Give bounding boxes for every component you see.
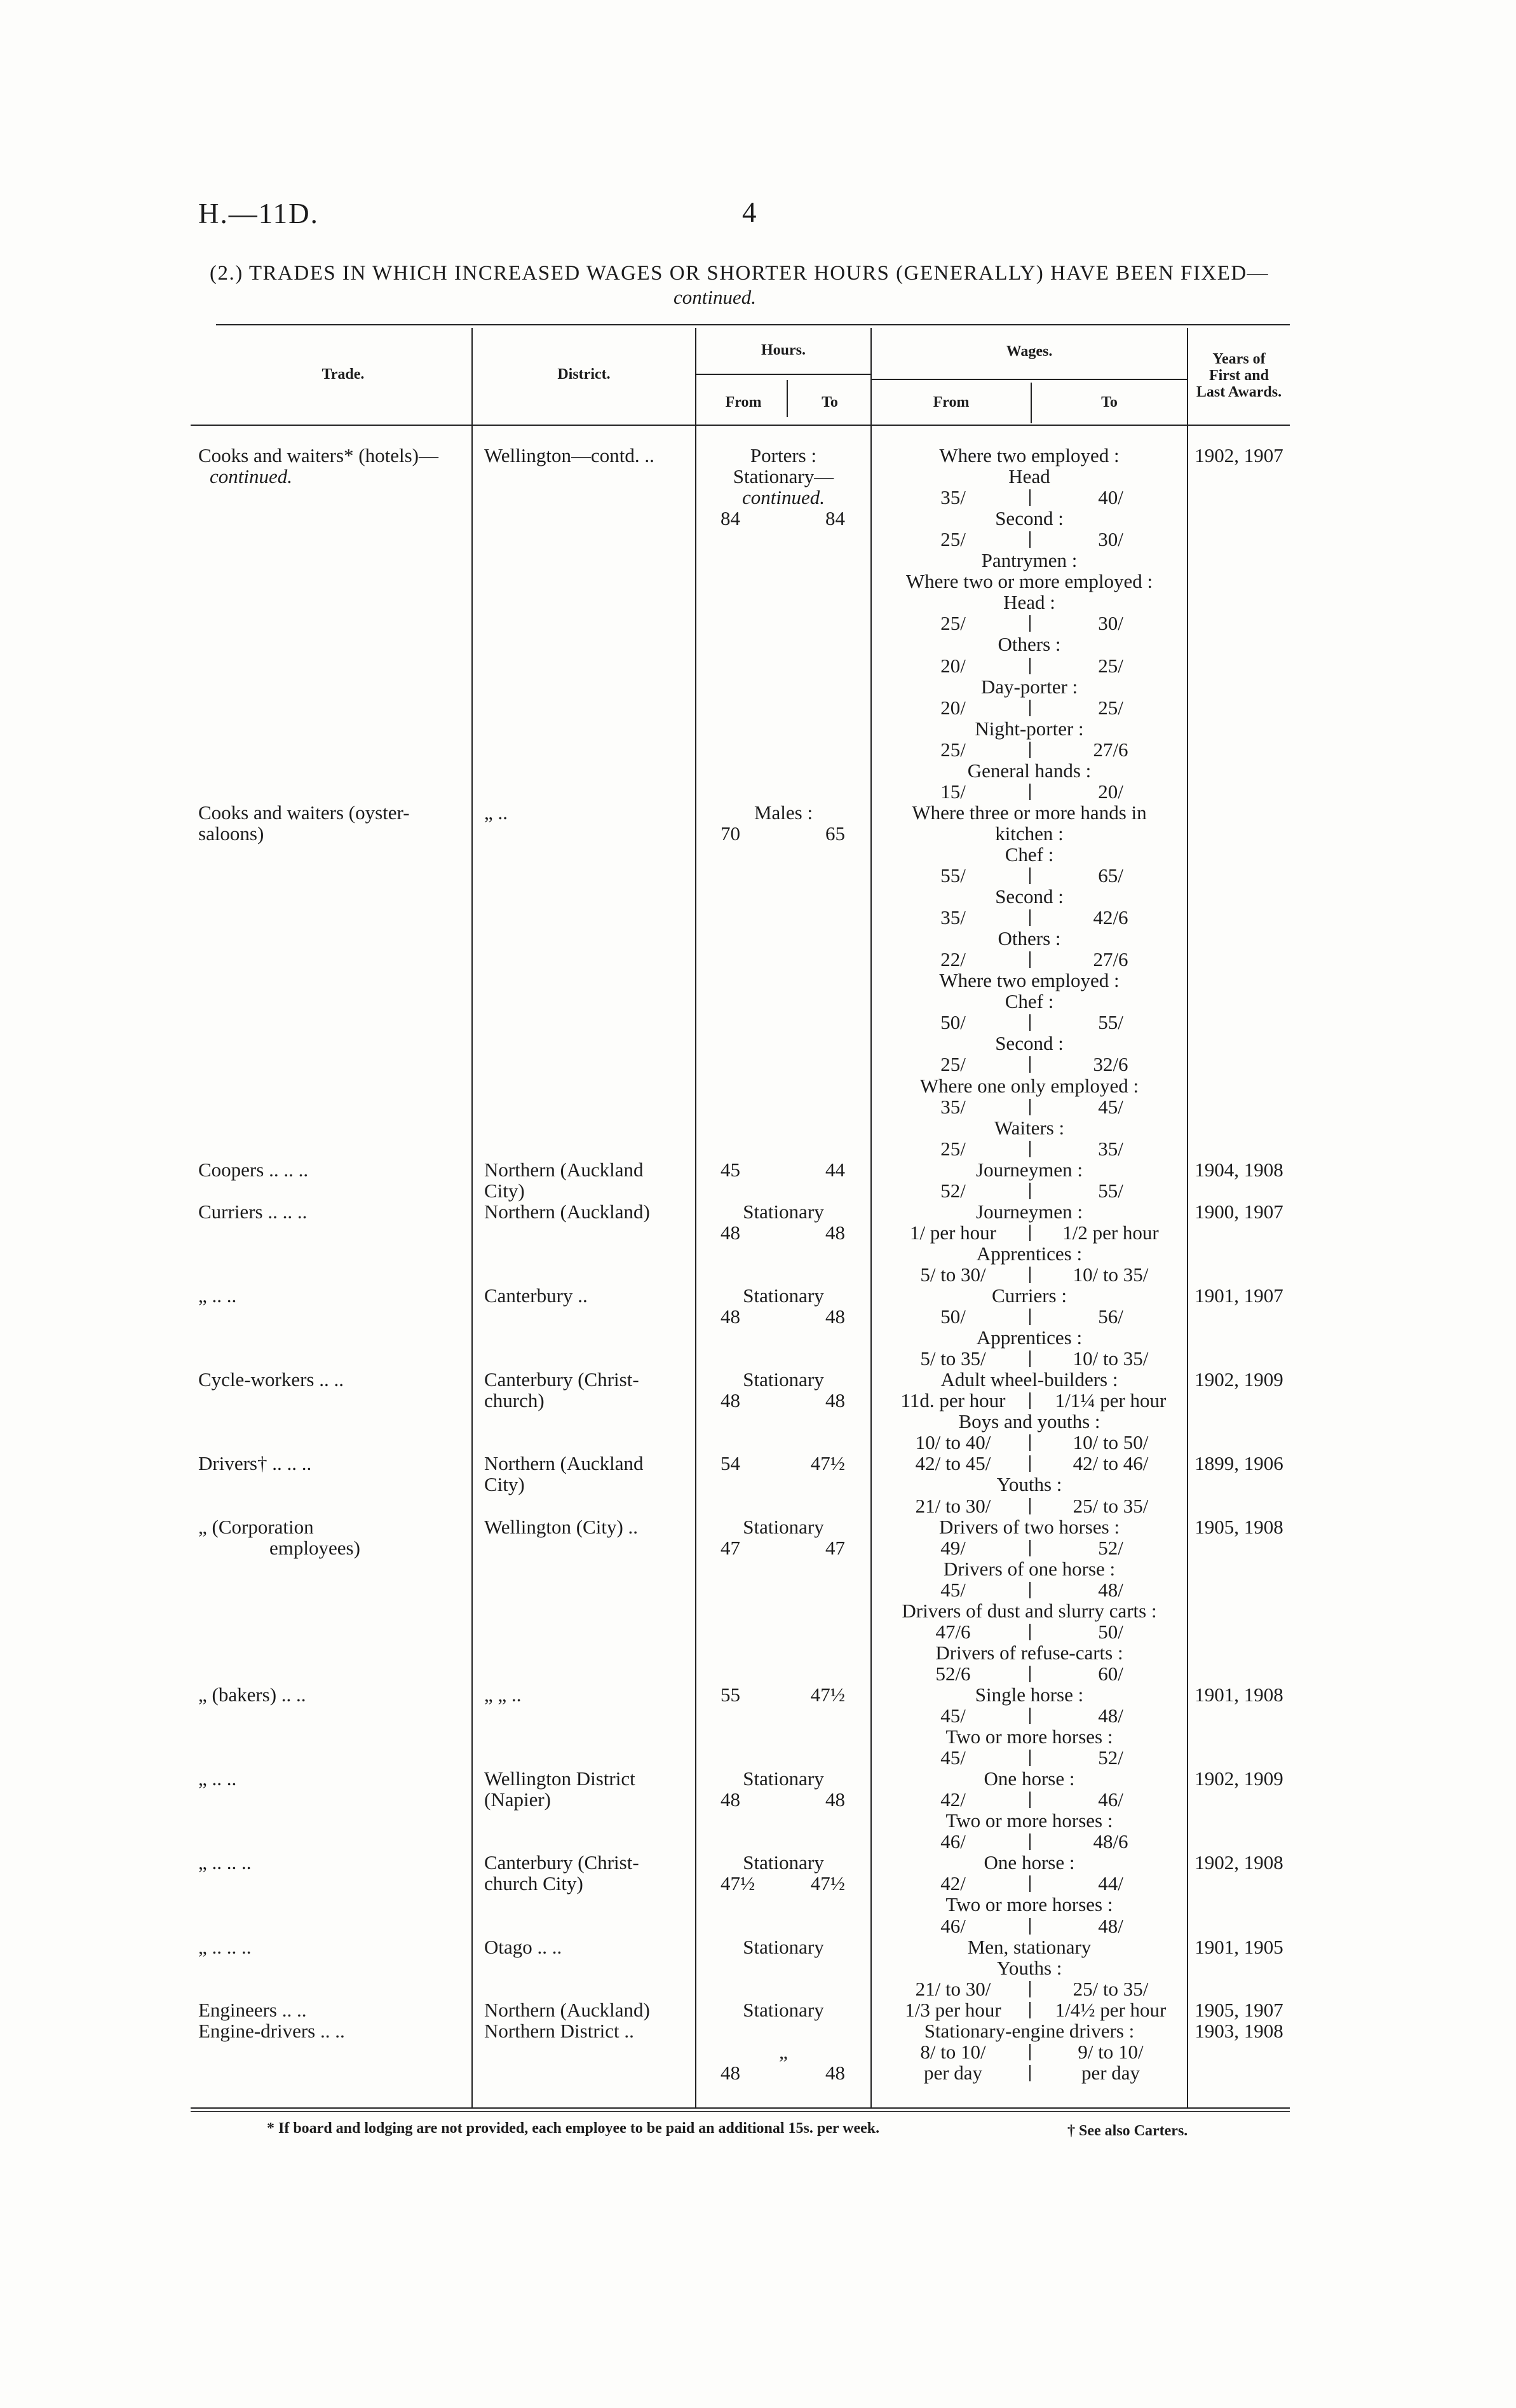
- hours-label: Stationary: [743, 1936, 824, 1958]
- years-cell: 1901, 1908: [1195, 1684, 1283, 1706]
- wages-divider: [1029, 1014, 1031, 1031]
- hours-to-cell: 48: [825, 1389, 845, 1411]
- wages-to-cell: 32/6: [1093, 1053, 1128, 1075]
- wages-label: kitchen :: [995, 822, 1064, 845]
- wages-label: Single horse :: [975, 1684, 1084, 1706]
- trade-cell: Curriers .. .. ..: [198, 1201, 308, 1223]
- wages-from-cell: 46/: [940, 1830, 966, 1853]
- wages-label: Where three or more hands in: [912, 801, 1147, 824]
- hours-label: continued.: [742, 486, 825, 508]
- wages-from-cell: 35/: [940, 1096, 966, 1118]
- wages-from-cell: 15/: [940, 780, 966, 803]
- wages-label: Chef :: [1005, 990, 1054, 1012]
- wages-from-cell: 50/: [940, 1011, 966, 1033]
- hours-label: „: [779, 2041, 788, 2063]
- years-cell: 1902, 1909: [1195, 1368, 1283, 1391]
- wages-label: Apprentices :: [976, 1326, 1083, 1349]
- wages-label: Where two employed :: [939, 444, 1120, 466]
- trade-cell: „ (bakers) .. ..: [198, 1684, 306, 1706]
- hours-label: Stationary: [743, 1999, 824, 2021]
- years-cell: 1902, 1908: [1195, 1851, 1283, 1874]
- wages-divider: [1029, 1498, 1031, 1514]
- wages-to-cell: 1/1¼ per hour: [1055, 1389, 1167, 1411]
- wages-from-cell: 8/ to 10/: [920, 2041, 986, 2063]
- hours-from-cell: 48: [721, 1305, 740, 1328]
- wages-to-cell: 25/: [1098, 655, 1123, 677]
- hours-to-cell: 47½: [810, 1684, 845, 1706]
- hours-from-cell: 47½: [721, 1872, 755, 1894]
- years-cell: 1904, 1908: [1195, 1159, 1283, 1181]
- wages-to-cell: 27/6: [1093, 948, 1128, 970]
- wages-divider: [1029, 1225, 1031, 1241]
- wages-to-cell: 65/: [1098, 864, 1123, 887]
- wages-divider: [1029, 1540, 1031, 1556]
- hours-label: Porters :: [750, 444, 817, 466]
- district-cell: City): [484, 1180, 525, 1202]
- wages-label: Second :: [995, 885, 1064, 908]
- wages-label: Two or more horses :: [945, 1893, 1113, 1915]
- hours-label: Stationary: [743, 1368, 824, 1391]
- wages-to-cell: 48/: [1098, 1704, 1123, 1727]
- wages-label: One horse :: [984, 1767, 1075, 1790]
- district-cell: Wellington (City) ..: [484, 1516, 639, 1538]
- wages-to-cell: 55/: [1098, 1011, 1123, 1033]
- wages-divider: [1029, 615, 1031, 632]
- wages-from-cell: 10/ to 40/: [915, 1431, 991, 1453]
- hours-from-cell: 48: [721, 1788, 740, 1811]
- hours-label: Males :: [754, 801, 813, 824]
- wages-to-cell: 25/ to 35/: [1073, 1978, 1149, 2000]
- years-cell: 1902, 1909: [1195, 1767, 1283, 1790]
- district-cell: Northern (Auckland): [484, 1201, 650, 1223]
- table-title: (2.) TRADES IN WHICH INCREASED WAGES OR SHORTER HOURS (GENERALLY) HAVE BEEN FIXED—: [210, 262, 1269, 285]
- wages-label: Men, stationary: [967, 1936, 1092, 1958]
- wages-from-cell: 52/: [940, 1180, 966, 1202]
- wages-from-cell: 22/: [940, 948, 966, 970]
- wages-from-cell: 42/ to 45/: [915, 1452, 991, 1474]
- district-cell: Wellington District: [484, 1767, 635, 1790]
- hours-to-cell: 48: [825, 1305, 845, 1328]
- wages-from-cell: 50/: [940, 1305, 966, 1328]
- wages-to-cell: 35/: [1098, 1138, 1123, 1160]
- wages-divider: [1029, 1056, 1031, 1073]
- wages-to-cell: per day: [1081, 2062, 1140, 2084]
- wages-from-cell: 45/: [940, 1746, 966, 1769]
- years-cell: 1901, 1905: [1195, 1936, 1283, 1958]
- col-header-years-2: First and: [1208, 367, 1269, 384]
- district-cell: church): [484, 1389, 545, 1411]
- wages-subheader-rule: [872, 379, 1187, 380]
- hours-from-cell: 47: [721, 1537, 740, 1559]
- report-code: H.—11D.: [198, 198, 319, 229]
- district-cell: Otago .. ..: [484, 1936, 562, 1958]
- wages-label: Head :: [1003, 591, 1055, 613]
- hours-label: Stationary: [743, 1851, 824, 1874]
- wages-label: Drivers of one horse :: [943, 1558, 1116, 1580]
- wages-divider: [1029, 1350, 1031, 1367]
- trade-cell: Coopers .. .. ..: [198, 1159, 309, 1181]
- district-cell: Canterbury ..: [484, 1284, 588, 1307]
- wages-divider: [1029, 1309, 1031, 1325]
- col-header-hours-from: From: [725, 394, 762, 411]
- col-header-wages-from: From: [933, 394, 970, 411]
- wages-from-cell: 55/: [940, 864, 966, 887]
- district-cell: church City): [484, 1872, 583, 1894]
- district-cell: City): [484, 1473, 525, 1495]
- wages-from-cell: 45/: [940, 1704, 966, 1727]
- wages-from-cell: 46/: [940, 1915, 966, 1937]
- col-header-wages-to: To: [1101, 394, 1118, 411]
- wages-label: Head: [1008, 465, 1050, 487]
- footnote-rule: [191, 2111, 1290, 2112]
- wages-from-cell: 49/: [940, 1537, 966, 1559]
- wages-from-cell: 25/: [940, 1138, 966, 1160]
- wages-label: Two or more horses :: [945, 1809, 1113, 1832]
- col-header-hours: Hours.: [761, 342, 806, 358]
- footnote-board: * If board and lodging are not provided, each employee to be paid an additional 15s. per week.: [267, 2120, 880, 2137]
- wages-to-cell: 56/: [1098, 1305, 1123, 1328]
- wages-divider: [1029, 1141, 1031, 1157]
- wages-label: Apprentices :: [976, 1242, 1083, 1265]
- hours-label: Stationary: [743, 1201, 824, 1223]
- col-header-wages: Wages.: [1006, 343, 1053, 360]
- hours-to-cell: 48: [825, 1221, 845, 1244]
- wages-label: Night-porter :: [975, 718, 1084, 740]
- wages-to-cell: 9/ to 10/: [1078, 2041, 1144, 2063]
- wages-to-cell: 60/: [1098, 1663, 1123, 1685]
- hours-to-cell: 65: [825, 822, 845, 845]
- wages-label: Others :: [998, 633, 1061, 655]
- wages-to-cell: 1/2 per hour: [1062, 1221, 1159, 1244]
- trade-cell: Engine-drivers .. ..: [198, 2020, 345, 2042]
- hours-to-cell: 44: [825, 1159, 845, 1181]
- district-cell: (Napier): [484, 1788, 551, 1811]
- wages-to-cell: 52/: [1098, 1746, 1123, 1769]
- wages-divider: [1029, 1624, 1031, 1640]
- district-cell: Northern District ..: [484, 2020, 634, 2042]
- years-cell: 1905, 1907: [1195, 1999, 1283, 2021]
- hours-label: Stationary: [743, 1516, 824, 1538]
- wages-from-cell: 11d. per hour: [900, 1389, 1006, 1411]
- wages-label: Where two or more employed :: [905, 570, 1153, 592]
- wages-divider: [1029, 1434, 1031, 1451]
- wages-label: Youths :: [996, 1473, 1062, 1495]
- wages-divider: [1029, 1267, 1031, 1283]
- wages-from-cell: 47/6: [935, 1621, 971, 1643]
- wages-from-cell: 5/ to 30/: [920, 1263, 986, 1286]
- hours-to-cell: 48: [825, 1788, 845, 1811]
- wages-label: General hands :: [967, 759, 1092, 782]
- wages-to-cell: 30/: [1098, 612, 1123, 634]
- wages-to-cell: 10/ to 35/: [1073, 1263, 1149, 1286]
- wages-to-cell: 50/: [1098, 1621, 1123, 1643]
- wages-to-cell: 27/6: [1093, 738, 1128, 761]
- col-header-years-1: Years of: [1212, 351, 1266, 367]
- wages-label: Second :: [995, 1032, 1064, 1054]
- wages-divider: [1029, 1708, 1031, 1724]
- district-cell: Northern (Auckland): [484, 1999, 650, 2021]
- wages-to-cell: 10/ to 35/: [1073, 1347, 1149, 1370]
- page-number: 4: [742, 196, 757, 228]
- wages-label: Drivers of refuse-carts :: [935, 1642, 1123, 1664]
- trade-cell: „ (Corporation: [198, 1516, 314, 1538]
- wages-divider: [1029, 1183, 1031, 1199]
- wages-divider: [1029, 1875, 1031, 1892]
- table-header-rule: [191, 425, 1290, 426]
- wages-divider: [1029, 1666, 1031, 1682]
- district-cell: Wellington—contd. ..: [484, 444, 654, 466]
- hours-label: Stationary: [743, 1767, 824, 1790]
- wages-label: Youths :: [996, 1957, 1062, 1979]
- wages-to-cell: 42/6: [1093, 906, 1128, 929]
- wages-divider: [1029, 2065, 1031, 2081]
- wages-from-cell: 52/6: [935, 1663, 971, 1685]
- wages-to-cell: 46/: [1098, 1788, 1123, 1811]
- wages-from-cell: 25/: [940, 528, 966, 550]
- wages-label: Adult wheel-builders :: [940, 1368, 1118, 1391]
- hours-from-cell: 48: [721, 1221, 740, 1244]
- wages-label: Journeymen :: [976, 1201, 1083, 1223]
- wages-divider: [1029, 2002, 1031, 2018]
- trade-cell: Cooks and waiters* (hotels)—: [198, 444, 438, 466]
- district-cell: „ ..: [484, 801, 508, 824]
- wages-divider: [1029, 1833, 1031, 1850]
- trade-cell: saloons): [198, 822, 264, 845]
- hours-to-cell: 48: [825, 2062, 845, 2084]
- trade-cell: Engineers .. ..: [198, 1999, 307, 2021]
- trade-cell-continued: continued.: [210, 465, 292, 487]
- wages-label: One horse :: [984, 1851, 1075, 1874]
- wages-label: Second :: [995, 507, 1064, 529]
- wages-from-cell: per day: [923, 2062, 983, 2084]
- hours-to-cell: 84: [825, 507, 845, 529]
- years-cell: 1901, 1907: [1195, 1284, 1283, 1307]
- wages-divider: [1029, 489, 1031, 506]
- wages-from-cell: 45/: [940, 1579, 966, 1601]
- wages-label: Where one only employed :: [919, 1075, 1139, 1097]
- wages-divider: [1029, 784, 1031, 800]
- wages-to-cell: 20/: [1098, 780, 1123, 803]
- hours-from-cell: 84: [721, 507, 740, 529]
- wages-divider: [1029, 700, 1031, 716]
- district-cell: „ „ ..: [484, 1684, 522, 1706]
- wages-to-cell: 10/ to 50/: [1073, 1431, 1149, 1453]
- wages-to-cell: 40/: [1098, 486, 1123, 508]
- wages-label: Pantrymen :: [981, 549, 1078, 571]
- years-cell: 1903, 1908: [1195, 2020, 1283, 2042]
- wages-to-cell: 48/: [1098, 1915, 1123, 1937]
- wages-divider: [1029, 1792, 1031, 1808]
- wages-divider: [1029, 1099, 1031, 1115]
- wages-from-cell: 1/3 per hour: [905, 1999, 1001, 2021]
- wages-divider: [1029, 742, 1031, 758]
- years-cell: 1899, 1906: [1195, 1452, 1283, 1474]
- hours-from-cell: 45: [721, 1159, 740, 1181]
- trade-cell: „ .. ..: [198, 1767, 237, 1790]
- wages-to-cell: 25/ to 35/: [1073, 1495, 1149, 1517]
- wages-divider: [1029, 531, 1031, 548]
- table-top-rule: [216, 324, 1290, 325]
- hours-from-cell: 48: [721, 1389, 740, 1411]
- hours-to-cell: 47: [825, 1537, 845, 1559]
- wages-label: Two or more horses :: [945, 1725, 1113, 1748]
- years-cell: 1900, 1907: [1195, 1201, 1283, 1223]
- wages-from-cell: 35/: [940, 906, 966, 929]
- trade-cell: „ .. ..: [198, 1284, 237, 1307]
- wages-label: Day-porter :: [980, 676, 1078, 698]
- wages-divider: [1029, 951, 1031, 968]
- wages-divider: [1029, 909, 1031, 926]
- trade-cell: employees): [269, 1537, 360, 1559]
- table-bottom-rule: [191, 2107, 1290, 2109]
- wages-divider: [1029, 1582, 1031, 1598]
- table-title-continued: continued.: [673, 286, 756, 308]
- wages-to-cell: 25/: [1098, 697, 1123, 719]
- wages-label: Where two employed :: [939, 969, 1120, 991]
- wages-divider: [1029, 1455, 1031, 1472]
- wages-label: Waiters :: [994, 1117, 1065, 1139]
- col-header-years-3: Last Awards.: [1196, 384, 1282, 400]
- hours-subcol-rule: [787, 380, 788, 417]
- wages-label: Drivers of two horses :: [938, 1516, 1120, 1538]
- hours-label: Stationary: [743, 1284, 824, 1307]
- hours-label: Stationary—: [733, 465, 834, 487]
- wages-divider: [1029, 867, 1031, 884]
- wages-from-cell: 42/: [940, 1872, 966, 1894]
- district-cell: Canterbury (Christ-: [484, 1851, 639, 1874]
- footnote-carters: † See also Carters.: [1067, 2123, 1188, 2139]
- wages-divider: [1029, 1981, 1031, 1997]
- col-rule-district: [471, 328, 473, 2107]
- district-cell: Canterbury (Christ-: [484, 1368, 639, 1391]
- wages-to-cell: 55/: [1098, 1180, 1123, 1202]
- district-cell: Northern (Auckland: [484, 1159, 644, 1181]
- wages-from-cell: 21/ to 30/: [915, 1495, 991, 1517]
- wages-divider: [1029, 658, 1031, 674]
- wages-to-cell: 52/: [1098, 1537, 1123, 1559]
- hours-to-cell: 47½: [810, 1452, 845, 1474]
- wages-to-cell: 48/6: [1093, 1830, 1128, 1853]
- wages-label: Stationary-engine drivers :: [924, 2020, 1135, 2042]
- wages-to-cell: 45/: [1098, 1096, 1123, 1118]
- wages-label: Others :: [998, 927, 1061, 949]
- wages-label: Curriers :: [992, 1284, 1067, 1307]
- hours-from-cell: 55: [721, 1684, 740, 1706]
- wages-divider: [1029, 1392, 1031, 1409]
- wages-label: Journeymen :: [976, 1159, 1083, 1181]
- trade-cell: „ .. .. ..: [198, 1936, 252, 1958]
- wages-from-cell: 20/: [940, 697, 966, 719]
- wages-from-cell: 25/: [940, 738, 966, 761]
- wages-label: Boys and youths :: [958, 1410, 1100, 1432]
- wages-from-cell: 25/: [940, 612, 966, 634]
- hours-subheader-rule: [696, 374, 870, 375]
- wages-from-cell: 5/ to 35/: [920, 1347, 986, 1370]
- wages-divider: [1029, 1918, 1031, 1935]
- hours-from-cell: 54: [721, 1452, 740, 1474]
- hours-from-cell: 48: [721, 2062, 740, 2084]
- col-header-trade: Trade.: [321, 366, 365, 383]
- hours-to-cell: 47½: [810, 1872, 845, 1894]
- hours-from-cell: 70: [721, 822, 740, 845]
- trade-cell: „ .. .. ..: [198, 1851, 252, 1874]
- trade-cell: Cycle-workers .. ..: [198, 1368, 344, 1391]
- wages-to-cell: 48/: [1098, 1579, 1123, 1601]
- wages-from-cell: 21/ to 30/: [915, 1978, 991, 2000]
- wages-to-cell: 42/ to 46/: [1073, 1452, 1149, 1474]
- wages-label: Chef :: [1005, 843, 1054, 866]
- wages-from-cell: 35/: [940, 486, 966, 508]
- col-header-district: District.: [557, 366, 611, 383]
- trade-cell: Cooks and waiters (oyster-: [198, 801, 410, 824]
- wages-from-cell: 20/: [940, 655, 966, 677]
- wages-label: Drivers of dust and slurry carts :: [902, 1600, 1157, 1622]
- wages-to-cell: 30/: [1098, 528, 1123, 550]
- wages-to-cell: 44/: [1098, 1872, 1123, 1894]
- years-cell: 1902, 1907: [1195, 444, 1283, 466]
- wages-from-cell: 42/: [940, 1788, 966, 1811]
- wages-divider: [1029, 1750, 1031, 1766]
- wages-from-cell: 25/: [940, 1053, 966, 1075]
- wages-to-cell: 1/4½ per hour: [1055, 1999, 1167, 2021]
- col-header-hours-to: To: [822, 394, 838, 411]
- years-cell: 1905, 1908: [1195, 1516, 1283, 1538]
- wages-divider: [1029, 2044, 1031, 2060]
- trade-cell: Drivers† .. .. ..: [198, 1452, 312, 1474]
- district-cell: Northern (Auckland: [484, 1452, 644, 1474]
- wages-from-cell: 1/ per hour: [909, 1221, 997, 1244]
